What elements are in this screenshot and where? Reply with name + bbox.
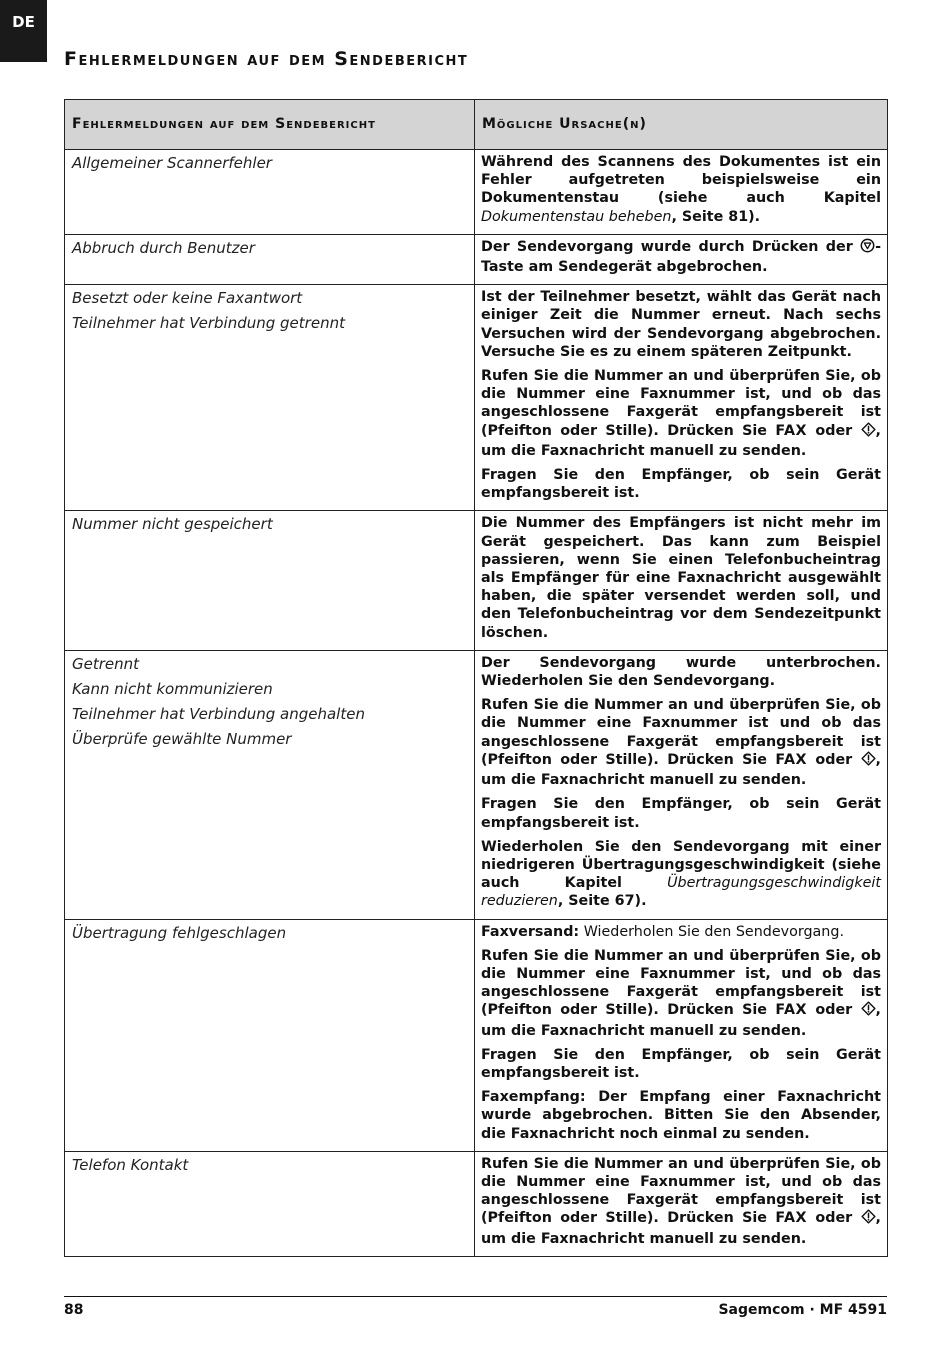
table-row [65, 285, 888, 511]
chapter-reference: Dokumentenstau beheben [481, 208, 672, 225]
cause-paragraph: Die Nummer des Empfängers ist nicht mehr im Gerät gespeichert. Das kann zum Beispiel passieren, wenn Sie einen Telefonbucheintrag als Empfänger für eine Faxnachricht ausgewählt haben, die später versendet werden soll, und den Telefonbucheintrag vor dem Sendezeitpunkt löschen. [481, 515, 881, 641]
page-number: 88 [64, 1302, 84, 1318]
table-row [65, 511, 888, 650]
cause-paragraph: Faxempfang: Der Empfang einer Faxnachricht wurde abgebrochen. Bitten Sie den Absender, die Faxnachricht noch einmal zu senden. [481, 1089, 881, 1142]
cause-paragraph: Rufen Sie die Nummer an und überprüfen Sie, ob die Nummer eine Faxnummer ist, und ob das angeschlossene Faxgerät empfangsbereit ist (Pfeifton oder Stille). Drücken Sie FAX oder , um die Faxnachricht manuell zu senden. [481, 1155, 881, 1247]
fax-key-label: FAX [775, 422, 808, 439]
cause-cell [475, 285, 888, 511]
cause-paragraph: Fragen Sie den Empfänger, ob sein Gerät empfangsbereit ist. [481, 796, 881, 831]
footer-divider [64, 1296, 887, 1297]
cause-paragraph: Während des Scannens des Dokumentes ist ein Fehler aufgetreten beispielsweise ein Dokumentenstau (siehe auch Kapitel Dokumentenstau beheben, Seite 81). [481, 154, 881, 225]
table-header-row [65, 100, 888, 150]
cause-paragraph: Wiederholen Sie den Sendevorgang mit einer niedrigeren Übertragungsgeschwindigkeit (siehe auch Kapitel Übertragungsgeschwindigkeit reduzieren, Seite 67). [481, 838, 881, 910]
cause-cell [475, 234, 888, 284]
header-error-message: Fehlermeldungen auf dem Sendebericht [65, 100, 475, 150]
start-key-icon [861, 751, 876, 771]
error-message: Besetzt oder keine Faxantwort [72, 289, 303, 308]
cause-cell [475, 511, 888, 650]
page-title: Fehlermeldungen auf dem Sendebericht [64, 48, 469, 70]
fax-receive-label: Faxempfang: [481, 1089, 586, 1106]
error-table [64, 99, 888, 1257]
error-message: Teilnehmer hat Verbindung getrennt [72, 314, 345, 333]
cause-paragraph: Fragen Sie den Empfänger, ob sein Gerät empfangsbereit ist. [481, 467, 881, 502]
cause-paragraph: Rufen Sie die Nummer an und überprüfen Sie, ob die Nummer eine Faxnummer ist, und ob das angeschlossene Faxgerät empfangsbereit ist (Pfeifton oder Stille). Drücken Sie FAX oder , um die Faxnachricht manuell zu senden. [481, 368, 881, 459]
table-row [65, 650, 888, 919]
error-message: Telefon Kontakt [72, 1155, 189, 1174]
error-message: Überprüfe gewählte Nummer [72, 729, 292, 748]
start-key-icon [861, 1001, 876, 1021]
start-key-icon [861, 1209, 876, 1229]
table-row [65, 919, 888, 1151]
error-message-cell [65, 285, 475, 511]
cause-cell [475, 650, 888, 919]
cause-paragraph: Faxversand: Wiederholen Sie den Sendevorgang. [481, 923, 844, 940]
error-message: Abbruch durch Benutzer [72, 238, 255, 257]
error-message: Nummer nicht gespeichert [72, 515, 273, 534]
cause-paragraph: Rufen Sie die Nummer an und überprüfen Sie, ob die Nummer eine Faxnummer ist und ob das angeschlossene Faxgerät empfangsbereit ist (Pfeifton oder Stille). Drücken Sie FAX oder , um die Faxnachricht manuell zu senden. [481, 697, 881, 789]
table-row [65, 1151, 888, 1256]
fax-key-label: FAX [775, 751, 808, 768]
cause-paragraph: Fragen Sie den Empfänger, ob sein Gerät empfangsbereit ist. [481, 1046, 881, 1081]
error-message: Teilnehmer hat Verbindung angehalten [72, 704, 365, 723]
table-row [65, 234, 888, 284]
cause-paragraph: Der Sendevorgang wurde unterbrochen. Wiederholen Sie den Sendevorgang. [481, 654, 881, 690]
language-tab: DE [0, 0, 47, 62]
error-message-cell [65, 150, 475, 235]
error-message-cell [65, 650, 475, 919]
error-message-cell [65, 511, 475, 650]
cause-cell [475, 919, 888, 1151]
fax-key-label: FAX [775, 1210, 808, 1227]
cause-cell [475, 1151, 888, 1256]
product-name: Sagemcom · MF 4591 [718, 1302, 887, 1318]
error-message: Übertragung fehlgeschlagen [72, 923, 287, 942]
fax-send-label: Faxversand: [481, 923, 580, 940]
header-possible-cause: Mögliche Ursache(n) [475, 100, 888, 150]
error-message-cell [65, 234, 475, 284]
error-message: Getrennt [72, 654, 140, 673]
error-message: Allgemeiner Scannerfehler [72, 154, 272, 172]
cause-cell [475, 150, 888, 235]
cause-paragraph: Rufen Sie die Nummer an und überprüfen Sie, ob die Nummer eine Faxnummer ist, und ob das angeschlossene Faxgerät empfangsbereit ist (Pfeifton oder Stille). Drücken Sie FAX oder , um die Faxnachricht manuell zu senden. [481, 947, 881, 1039]
table-row [65, 150, 888, 235]
error-message-cell [65, 919, 475, 1151]
error-message-cell [65, 1151, 475, 1256]
stop-key-icon [860, 238, 875, 258]
cause-paragraph: Ist der Teilnehmer besetzt, wählt das Gerät nach einiger Zeit die Nummer erneut. Nach sechs Versuchen wird der Sendevorgang abgebrochen. Versuche Sie es zu einem späteren Zeitpunkt. [481, 289, 881, 360]
error-message: Kann nicht kommunizieren [72, 679, 273, 698]
chapter-reference: Übertragungsgeschwindigkeit reduzieren [481, 875, 881, 910]
cause-paragraph: Der Sendevorgang wurde durch Drücken der -Taste am Sendegerät abgebrochen. [481, 238, 881, 276]
start-key-icon [861, 422, 876, 442]
fax-key-label: FAX [775, 1002, 808, 1019]
